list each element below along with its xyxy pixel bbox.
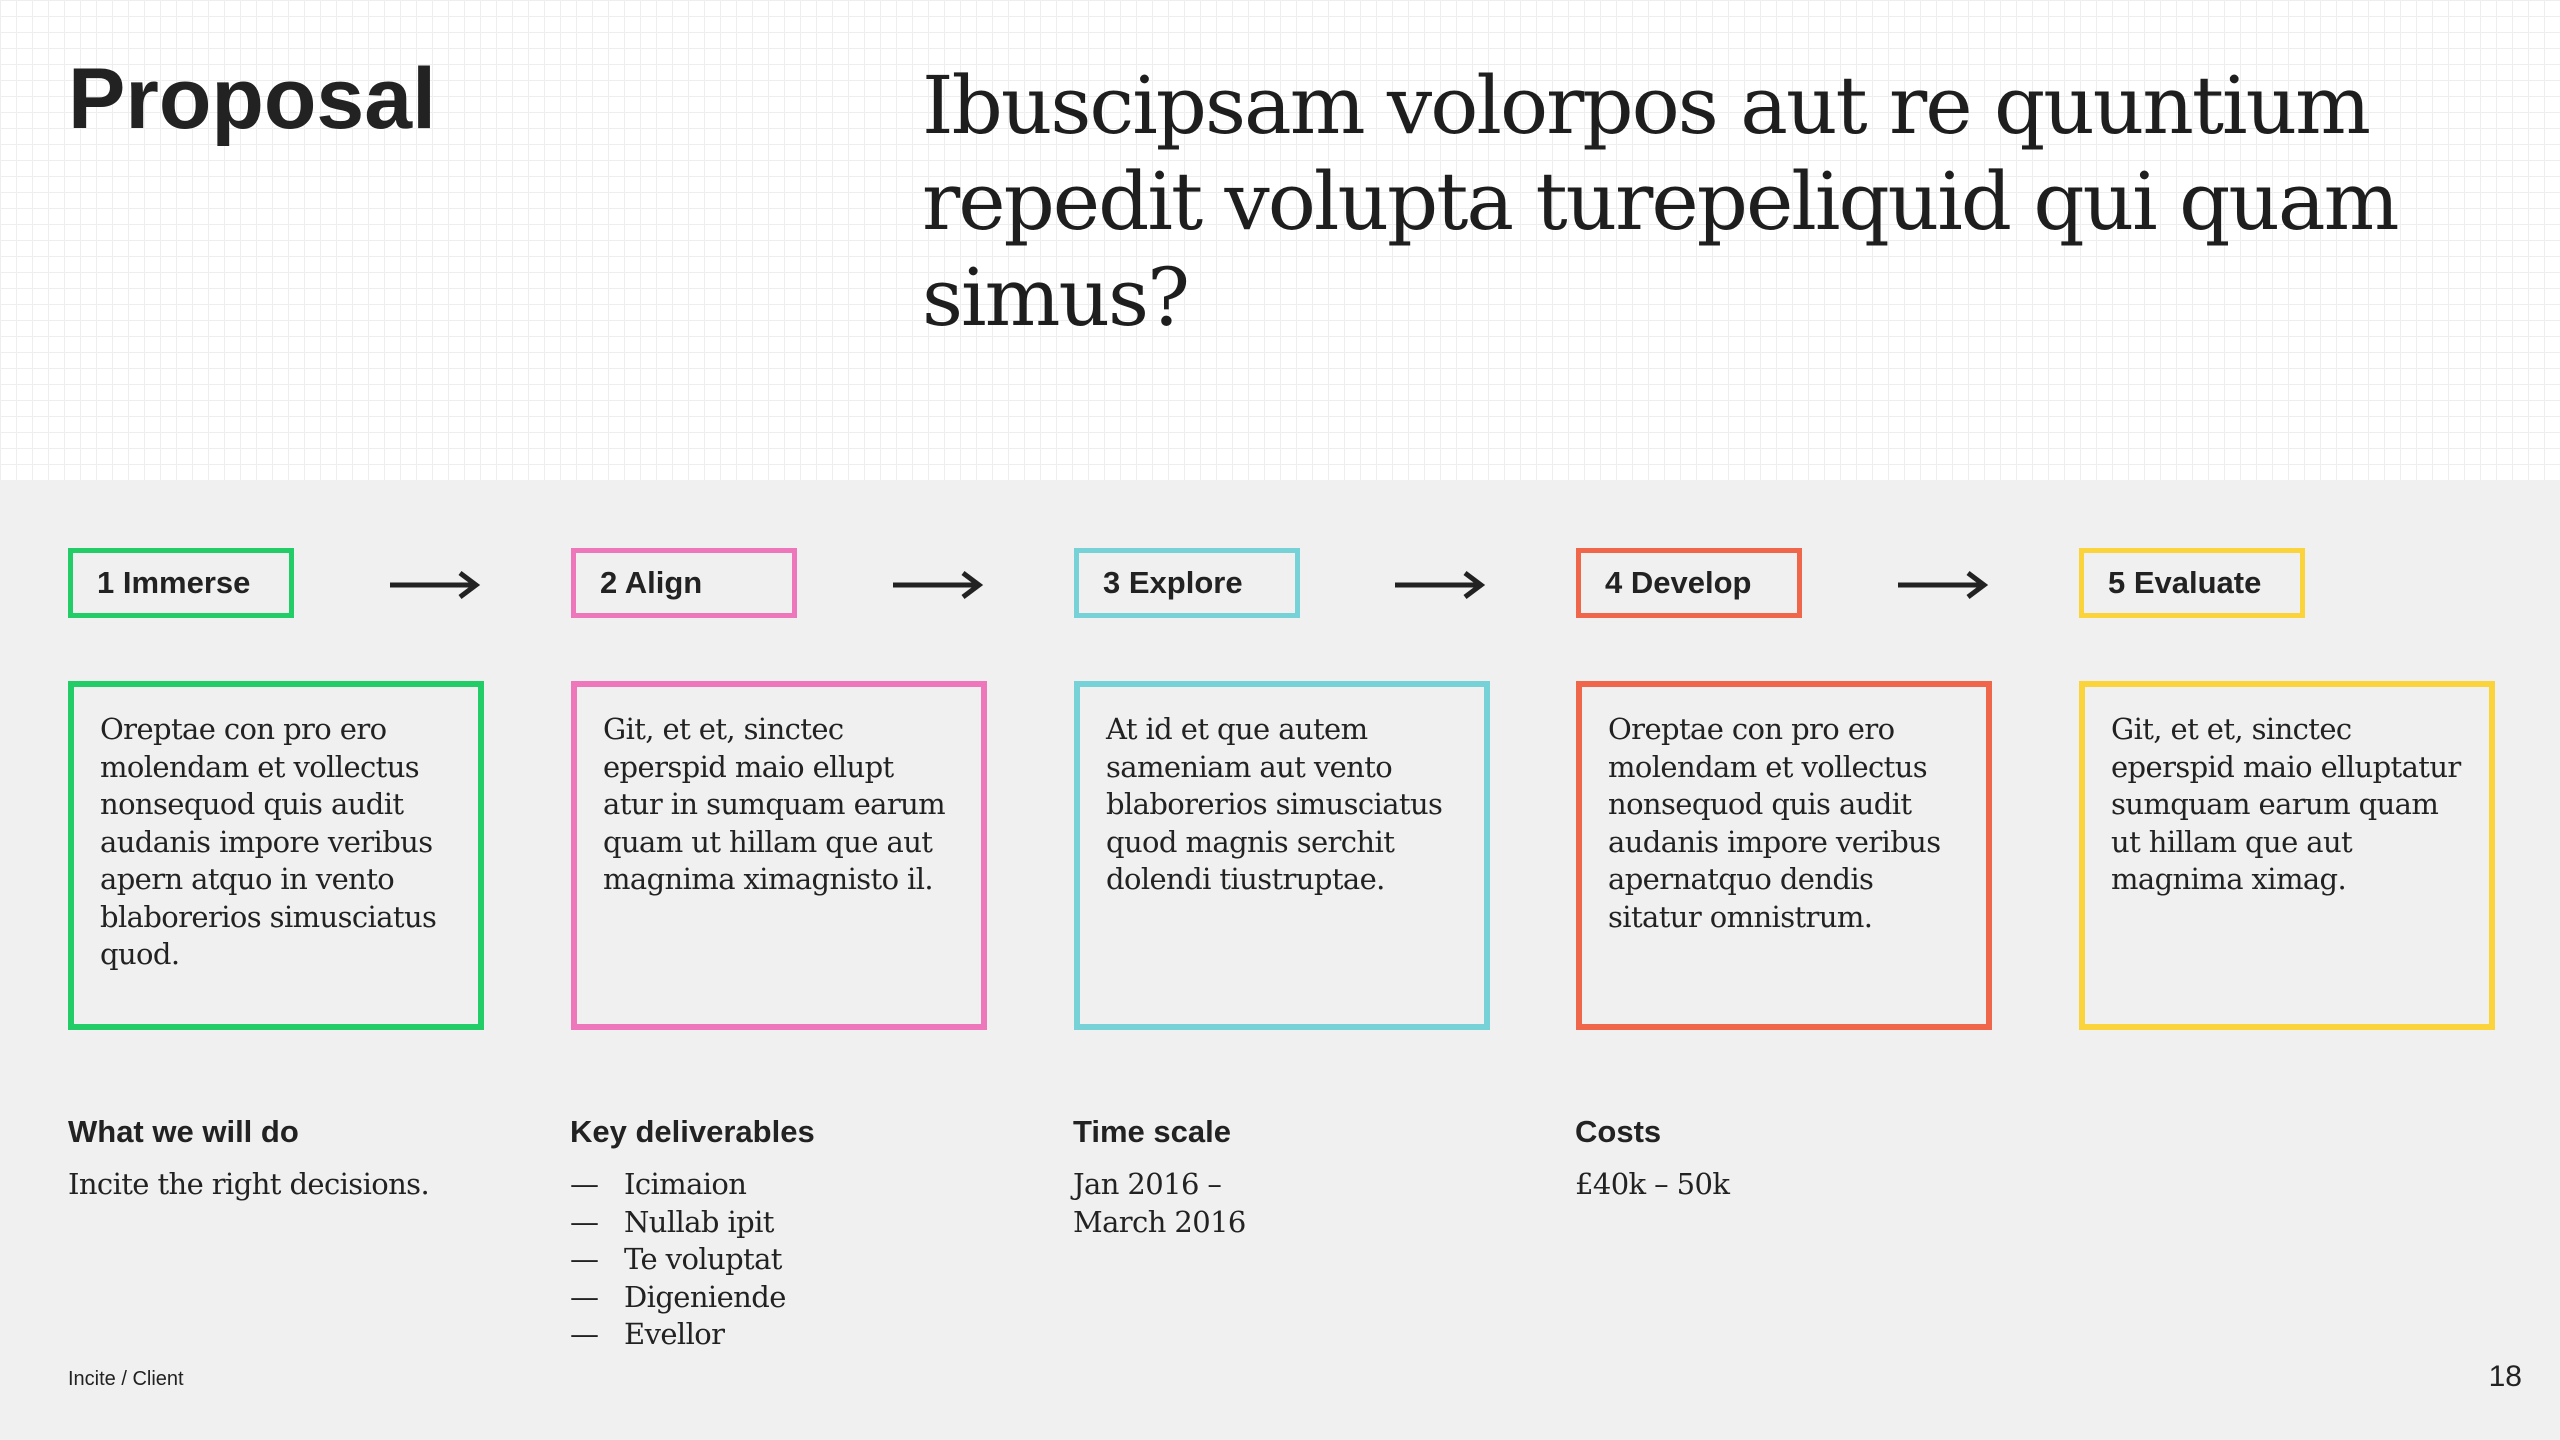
dash-bullet: — [570,1167,599,1201]
stage-card-align: Git, et et, sinctec eperspid maio ellupt atur in sumquam earum quam ut hillam que aut magnima ximagnisto il. [571,681,987,1030]
stage-card-immerse: Oreptae con pro ero molendam et vollectus nonsequod quis audit audanis impore veribus apern atquo in vento blaborerios simusciatus quod. [68,681,484,1030]
dash-bullet: — [570,1242,599,1276]
stage-label-evaluate: 5 Evaluate [2079,548,2305,618]
list-item [570,1166,786,1204]
list-item [570,1316,786,1354]
list-item [570,1241,786,1279]
arrow-right-icon [1393,565,1489,605]
time-scale-text: Jan 2016 – March 2016 [1073,1167,1246,1239]
what-we-will-do-text: Incite the right decisions. [68,1167,430,1201]
dash-bullet: — [570,1317,599,1351]
time-scale-heading: Time scale [1073,1114,1231,1149]
arrow-right-icon [388,565,484,605]
costs-heading: Costs [1575,1114,1662,1149]
stage-card-develop: Oreptae con pro ero molendam et vollectus nonsequod quis audit audanis impore veribus apernatquo dendis sitatur omnistrum. [1576,681,1992,1030]
footer-client: Incite / Client [68,1368,184,1390]
deliverable-text: Te voluptat [624,1242,782,1276]
deliverables-list [570,1166,786,1354]
headline-question: Ibuscipsam volorpos aut re quuntium repedit volupta turepeliquid qui quam simus? [922,59,2398,344]
stage-label-develop: 4 Develop [1576,548,1802,618]
stage-card-evaluate: Git, et et, sinctec eperspid maio elluptatur sumquam earum quam ut hillam que aut magnima ximag. [2079,681,2495,1030]
stage-card-explore: At id et que autem sameniam aut vento blaborerios simusciatus quod magnis serchit dolendi tiustruptae. [1074,681,1490,1030]
page-number: 18 [2488,1360,2522,1393]
stage-label-align: 2 Align [571,548,797,618]
arrow-right-icon [1896,565,1992,605]
deliverable-text: Icimaion [624,1167,747,1201]
arrow-right-icon [891,565,987,605]
costs-text: £40k – 50k [1575,1167,1730,1201]
list-item [570,1204,786,1242]
what-we-will-do-heading: What we will do [68,1114,299,1149]
stage-label-explore: 3 Explore [1074,548,1300,618]
page-title: Proposal [68,51,436,147]
deliverable-text: Digeniende [624,1279,786,1314]
dash-bullet: — [570,1204,599,1239]
list-item [570,1279,786,1317]
deliverable-text: Evellor [624,1317,725,1351]
header-area [0,0,2560,480]
deliverable-text: Nullab ipit [624,1204,774,1239]
key-deliverables-heading: Key deliverables [570,1114,815,1149]
stage-label-immerse: 1 Immerse [68,548,294,618]
dash-bullet: — [570,1279,599,1314]
